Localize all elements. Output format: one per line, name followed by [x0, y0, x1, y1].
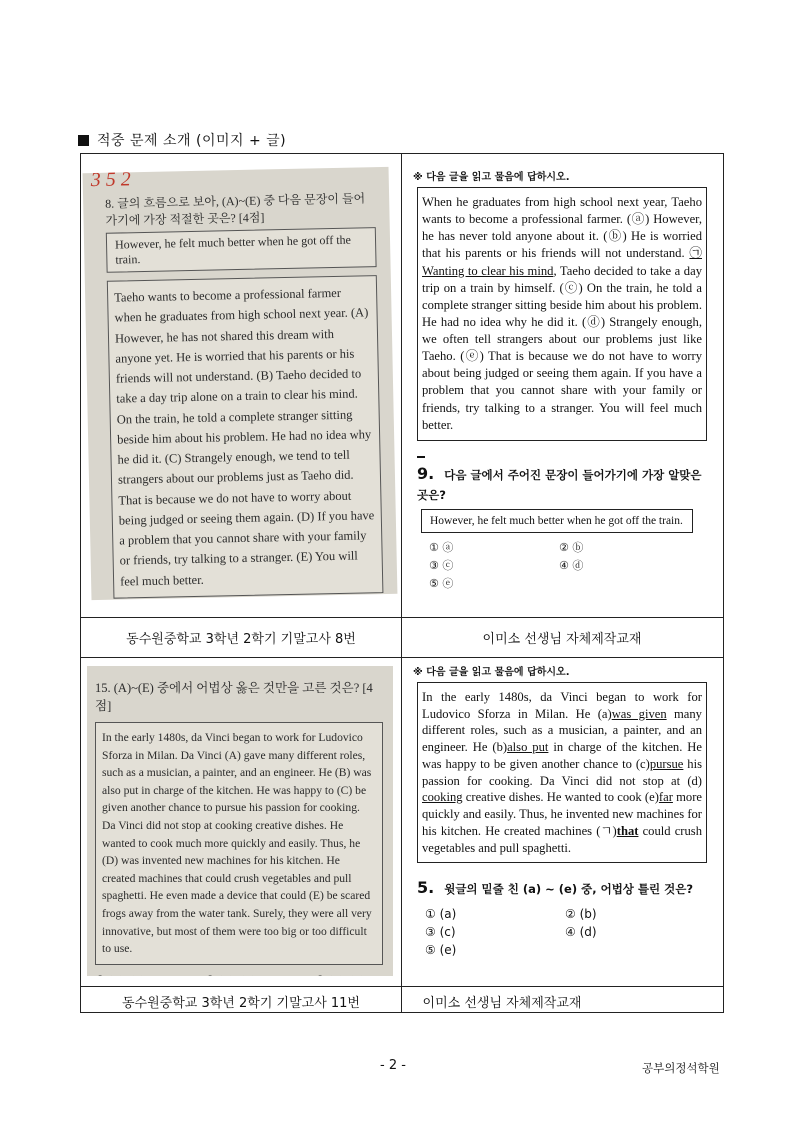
passage-text: more quickly and easily. Thus, he invented new machines for his kitchen. He created machines (ㄱ) — [422, 790, 703, 838]
passage-text: creative dishes. He wanted to cook (e) — [462, 790, 659, 805]
passage-q9 — [417, 187, 707, 441]
answer-choice: ① ⓐ — [429, 540, 454, 554]
photo-passage: In the early 1480s, da Vinci began to work for Ludovico Sforza in Milan. Da Vinci (A) gave many different roles, such as a musician, a painter, and an engineer. He (B) was also put in charge of the kitchen. He was happy to (C) be given another chance to pursue his passion for cooking. Da Vinci did not stop at cooking creative dishes. He wanted to cook much more quickly and easily. Thus, he (D) was invented new machines for his kitchen. He created machines that could crush vegetables and pull spaghetti. He even made a device that could (E) be scared frogs away from the water tank. Surely, they were all very innovative, but most of them were too big or too difficult to use. — [95, 722, 383, 965]
underlined-phrase: that — [616, 823, 639, 838]
answer-choice: ③ (c) — [425, 924, 456, 939]
answer-choices — [425, 907, 723, 957]
question-number: 9. — [417, 463, 435, 483]
exam-photo-q15 — [87, 666, 393, 976]
instruction: ※ 다음 글을 읽고 물음에 답하시오. — [413, 172, 570, 183]
caption-source-exam-11: 동수원중학교 3학년 2학기 기말고사 11번 — [122, 996, 360, 1011]
passage-text: his passion for cooking. Da Vinci did not stop at (d) — [422, 756, 702, 788]
problem-grid — [80, 153, 724, 1013]
academy-name: 공부의정석학원 — [642, 1061, 720, 1075]
question-9-panel — [403, 164, 723, 591]
row-divider — [81, 657, 723, 658]
answer-choice: ⑤ (e) — [425, 942, 457, 957]
photo-option — [315, 973, 393, 976]
caption-teacher-material: 이미소 선생님 자체제작교재 — [482, 632, 642, 647]
answer-choices — [429, 539, 723, 591]
section-title-text: 적중 문제 소개 (이미지 + 글) — [97, 133, 287, 149]
page-number: - 2 - — [380, 1058, 406, 1073]
question-number: 5. — [417, 878, 435, 898]
answer-choice: ③ ⓒ — [429, 558, 454, 572]
column-divider — [401, 154, 402, 1012]
underlined-phrase: ㉠Wanting to clear his mind — [422, 246, 702, 278]
passage-text: could crush vegetables and pull spaghetti. — [422, 823, 702, 855]
answer-choice: ② (b) — [565, 906, 597, 921]
passage-text: In the early 1480s, da Vinci began to work for Ludovico Sforza in Milan. He (a) — [422, 690, 702, 721]
handwritten-marks: 3 5 2 — [90, 168, 131, 192]
photo-passage: Taeho wants to become a professional farmer when he graduates from high school next year. (A) However, he has not shared this dream with anyone yet. He is worried that his parents or his friends will not understand. (B) Taeho decided to take a day trip alone on a train to clear his mind. On the train, he told a complete stranger sitting beside him about his problem. He had no idea why he did it. (C) Strangely enough, we tend to tell strangers about our problems just as Taeho did. That is because we do not have to worry about being judged or seeing them again. (D) If you have a problem that you cannot share with your family or friends, try talking to a stranger. (E) You will feel much better. — [107, 275, 384, 598]
answer-choice: ④ (d) — [565, 924, 597, 939]
caption-teacher-material: 이미소 선생님 자체제작교재 — [422, 996, 582, 1011]
row-divider — [81, 986, 723, 987]
passage-text: in charge of the kitchen. He was happy to be given another chance to (c) — [422, 740, 702, 771]
exam-photo-q8 — [83, 167, 398, 600]
photo-option — [205, 973, 315, 976]
photo-question: 8. 글의 흐름으로 보아, (A)~(E) 중 다음 문장이 들어가기에 가장 적절한 곳은? [4점] — [105, 191, 366, 228]
passage-q5 — [417, 682, 707, 863]
photo-options — [95, 973, 383, 976]
underlined-phrase: also put — [507, 740, 549, 755]
underlined-phrase: far — [658, 790, 673, 805]
underlined-phrase: cooking — [422, 790, 463, 805]
answer-choice: ① (a) — [425, 906, 457, 921]
passage-text: When he graduates from high school next year, Taeho wants to become a professional farmer. (ⓐ) However, he has never told anyone about it. (ⓑ) He is worried that his parents or his friends will not understand. — [422, 195, 702, 261]
passage-text: many different roles, such as a musician, a painter, and an engineer. He (b) — [422, 706, 702, 755]
question-5-panel — [403, 659, 723, 957]
row-divider — [81, 617, 723, 618]
answer-choice: ④ ⓓ — [559, 558, 584, 572]
square-bullet-icon — [78, 135, 89, 146]
photo-given-sentence: However, he felt much better when he got off the train. — [106, 227, 377, 273]
answer-choice: ⑤ ⓔ — [429, 576, 454, 590]
instruction: ※ 다음 글을 읽고 물음에 답하시오. — [413, 667, 570, 678]
caption-source-exam-8: 동수원중학교 3학년 2학기 기말고사 8번 — [126, 632, 356, 647]
question-5 — [417, 875, 707, 901]
underlined-phrase: pursue — [649, 756, 684, 771]
photo-question: 15. (A)~(E) 중에서 어법상 옳은 것만을 고른 것은? [4점] — [95, 681, 373, 713]
question-text: 윗글의 밑줄 친 (a) ~ (e) 중, 어법상 틀린 것은? — [444, 882, 694, 897]
given-sentence-box: However, he felt much better when he got off the train. — [421, 509, 693, 533]
dash-mark — [417, 456, 425, 458]
section-title — [78, 130, 286, 150]
question-text: 다음 글에서 주어진 문장이 들어가기에 가장 알맞은 곳은? — [417, 467, 702, 503]
answer-choice: ② ⓑ — [559, 540, 584, 554]
underlined-phrase: was given — [611, 706, 667, 721]
photo-option — [95, 973, 205, 976]
question-9 — [417, 461, 707, 505]
passage-text: , Taeho decided to take a day trip on a train by himself. (ⓒ) On the train, he told a complete stranger sitting beside him about his problem. He had no idea why he did it. (ⓓ) Strangely enough, we often tell strangers about our problems just like Taeho. (ⓔ) That is because we do not have to worry about being judged or seeing them again. If you have a problem that you cannot share with your family or friends, try talking to a stranger. You will feel much better. — [422, 263, 702, 432]
